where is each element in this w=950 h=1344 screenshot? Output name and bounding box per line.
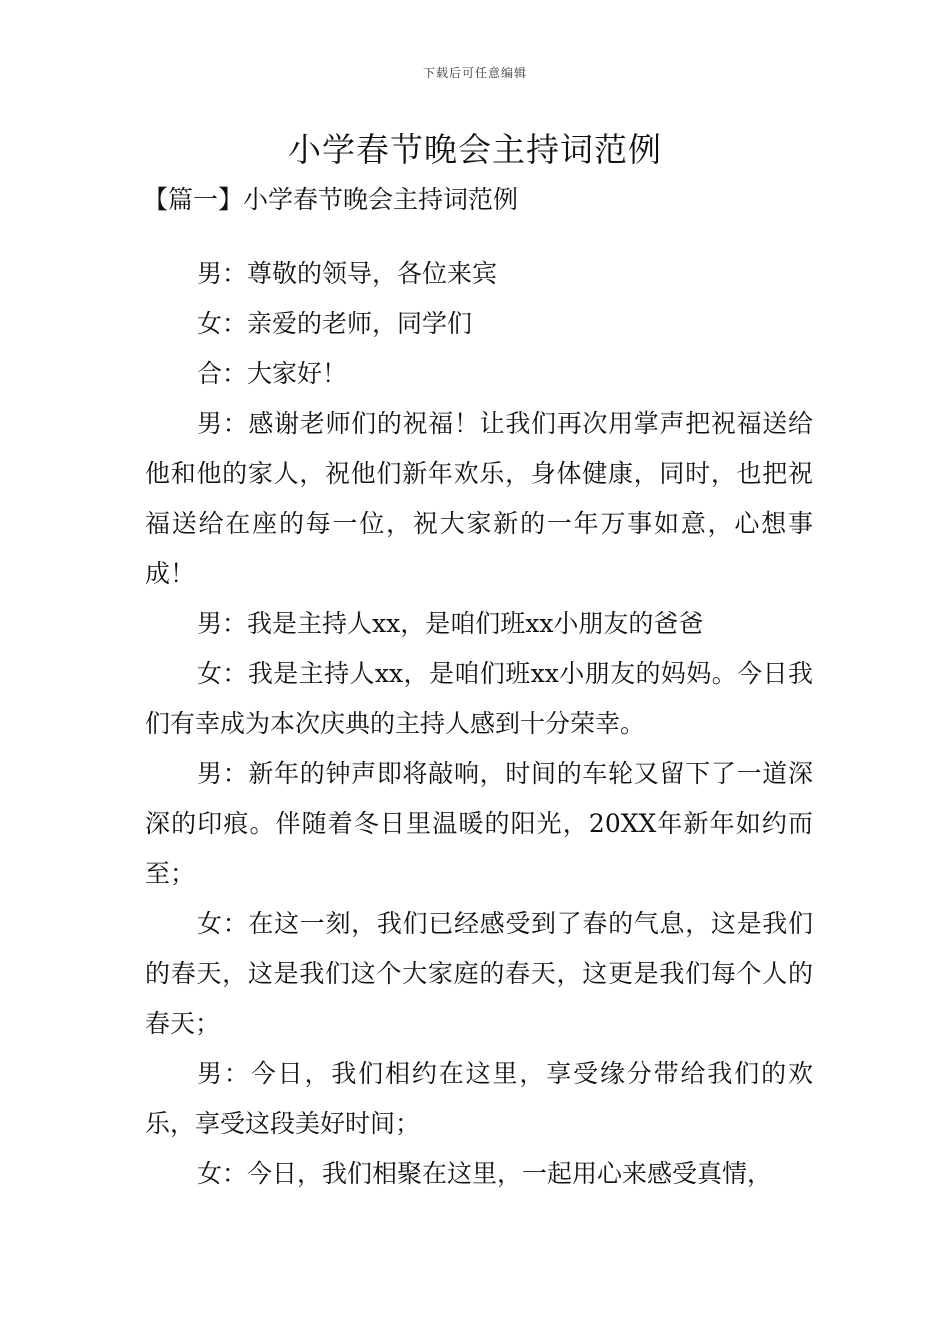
script-body (145, 249, 813, 1199)
speaker-label: 女： (197, 909, 249, 938)
section-heading: 【篇一】小学春节晚会主持词范例 (143, 185, 519, 214)
script-paragraph (145, 749, 813, 899)
script-paragraph (145, 399, 813, 599)
speaker-label: 女： (197, 659, 248, 688)
paragraph-text: 感谢老师们的祝福！让我们再次用掌声把祝福送给他和他的家人，祝他们新年欢乐，身体健康，同时，也把祝福送给在座的每一位，祝大家新的一年万事如意，心想事成！ (145, 409, 813, 588)
speaker-label: 女： (197, 1159, 248, 1188)
speaker-label: 男： (197, 1059, 251, 1088)
paragraph-text: 亲爱的老师，同学们 (247, 309, 473, 338)
paragraph-text: 今日，我们相约在这里，享受缘分带给我们的欢乐，享受这段美好时间； (145, 1059, 813, 1138)
document-title: 小学春节晚会主持词范例 (288, 130, 662, 169)
paragraph-text: 我是主持人xx，是咱们班xx小朋友的爸爸 (247, 609, 704, 638)
paragraph-text: 新年的钟声即将敲响，时间的车轮又留下了一道深深的印痕。伴随着冬日里温暖的阳光，20XX年新年如约而至； (145, 759, 813, 888)
script-paragraph (145, 649, 813, 749)
speaker-label: 女： (197, 309, 248, 338)
script-paragraph (145, 299, 813, 349)
speaker-label: 男： (197, 409, 249, 438)
paragraph-text: 我是主持人xx，是咱们班xx小朋友的妈妈。今日我们有幸成为本次庆典的主持人感到十分荣幸。 (145, 659, 813, 738)
paragraph-text: 在这一刻，我们已经感受到了春的气息，这是我们的春天，这是我们这个大家庭的春天，这更是我们每个人的春天； (145, 909, 813, 1038)
script-paragraph (145, 899, 813, 1049)
speaker-label: 男： (197, 259, 248, 288)
speaker-label: 男： (197, 609, 248, 638)
speaker-label: 合： (197, 359, 248, 388)
script-paragraph (145, 349, 813, 399)
paragraph-text: 今日，我们相聚在这里，一起用心来感受真情， (247, 1159, 773, 1188)
script-paragraph (145, 599, 813, 649)
header-note: 下载后可任意编辑 (422, 66, 527, 80)
paragraph-text: 大家好！ (247, 359, 348, 388)
paragraph-text: 尊敬的领导，各位来宾 (247, 259, 498, 288)
script-paragraph (145, 1149, 813, 1199)
script-paragraph (145, 1049, 813, 1149)
script-paragraph (145, 249, 813, 299)
speaker-label: 男： (197, 759, 249, 788)
